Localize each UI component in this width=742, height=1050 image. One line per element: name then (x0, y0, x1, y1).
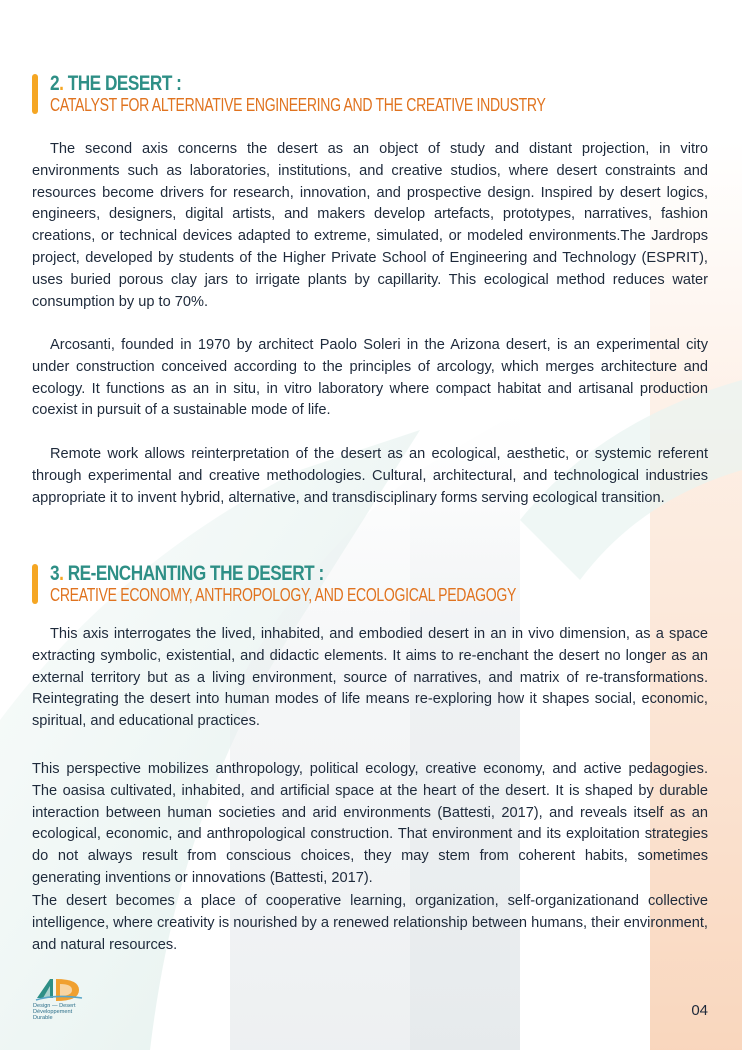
heading-accent-bar (32, 74, 38, 114)
section-2-title-text: THE DESERT : (63, 72, 182, 95)
section-2-subtitle: CATALYST FOR ALTERNATIVE ENGINEERING AND THE CREATIVE INDUSTRY (50, 95, 546, 115)
section-2-paragraph: Remote work allows reinterpretation of the desert as an ecological, aesthetic, or systemic referent through experimental and creative methodologies. Cultural, architectural, and technological industries appropriate it to invent hybrid, alternative, and transdisciplinary forms serving ecological transition. (32, 446, 708, 506)
section-3-paragraph: This perspective mobilizes anthropology, political ecology, creative economy, and active pedagogies. The oasisa cultivated, inhabited, and artificial space at the heart of the desert. It is shaped by durable interaction between human societies and arid environments (Battesti, 2017), and reveals itself as an ecological, economic, and anthropological construction. That environment and its exploitation strategies do not always result from conscious choices, they may stem from coherent habits, sometimes generating inventions or innovations (Battesti, 2017). (32, 761, 708, 886)
section-3-dot: . (59, 562, 64, 585)
section-2-number: 2 (50, 72, 60, 95)
logo-line: Design — Desert (33, 1003, 76, 1009)
brand-logo (30, 976, 90, 1024)
section-2-paragraph: The second axis concerns the desert as an object of study and distant projection, in vitro environments such as laboratories, institutions, and creative studios, where desert constraints and resources become drivers for research, innovation, and prospective design. Inspired by desert logics, engineers, designers, digital artists, and makers develop artefacts, prototypes, narratives, fashion creations, or technical devices adapted to extreme, simulated, or modeled environments.The Jardrops project, developed by students of the Higher Private School of Engineering and Technology (ESPRIT), uses buried porous clay jars to irrigate plants by capillarity. This ecological method reduces water consumption by up to 70%. (32, 141, 708, 310)
section-2-dot: . (59, 72, 64, 95)
section-3-subtitle: CREATIVE ECONOMY, ANTHROPOLOGY, AND ECOLOGICAL PEDAGOGY (50, 585, 517, 605)
section-2-heading (32, 72, 632, 120)
section-3-title (50, 562, 324, 586)
section-3-heading (32, 562, 632, 610)
logo-line: Durable (33, 1015, 53, 1022)
logo-mark-icon (34, 976, 84, 1004)
section-3-title-text: RE-ENCHANTING THE DESERT : (63, 562, 324, 585)
section-3-paragraph: The desert becomes a place of cooperative learning, organization, self-organizationand collective intelligence, where creativity is nourished by a renewed relationship between humans, their environment, and natural resources. (32, 893, 708, 953)
section-3-paragraph: This axis interrogates the lived, inhabited, and embodied desert in an in vivo dimension, as a space extracting symbolic, existential, and didactic elements. It aims to re-enchant the desert no longer as an external territory but as a living environment, source of narratives, and matrix of re-transformations. Reintegrating the desert into human modes of life means re-exploring how it shapes social, economic, spiritual, and educational practices. (32, 626, 708, 730)
logo-line: Développement (33, 1009, 73, 1016)
heading-accent-bar (32, 564, 38, 604)
section-2-paragraph: Arcosanti, founded in 1970 by architect Paolo Soleri in the Arizona desert, is an experimental city under construction conceived according to the principles of arcology, which merges architecture and ecology. It functions as an in situ, in vitro laboratory where compact habitat and artisanal production coexist in pursuit of a sustainable mode of life. (32, 337, 708, 419)
logo-caption (33, 1003, 103, 1022)
page-number: 04 (691, 1002, 708, 1019)
section-2-title (50, 72, 181, 96)
section-3-number: 3 (50, 562, 60, 585)
